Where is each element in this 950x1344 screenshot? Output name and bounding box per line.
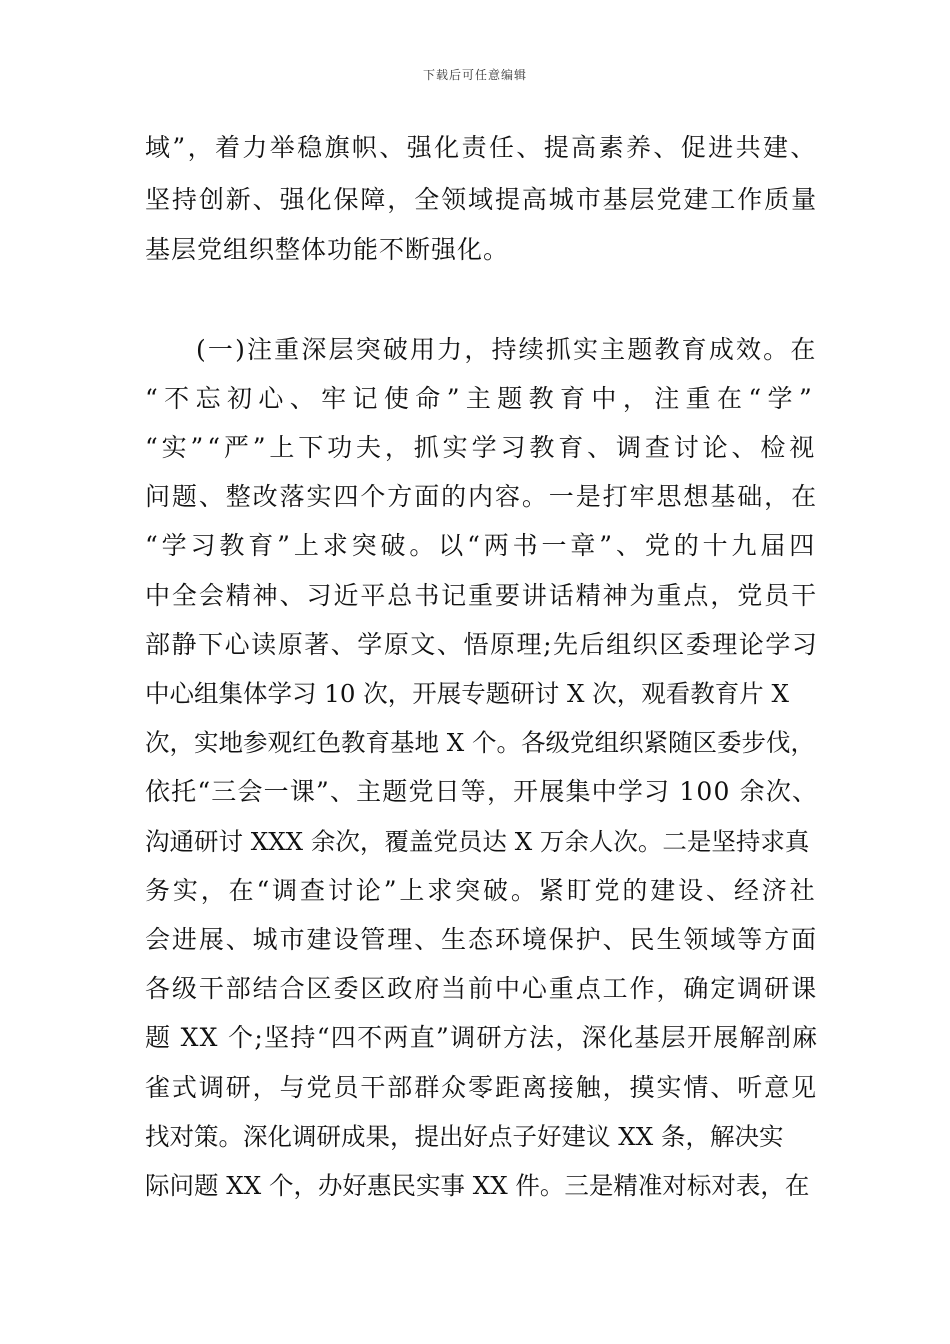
text-line: “学习教育”上求突破。以“两书一章”、党的十九届四 xyxy=(145,531,819,560)
text-line: 题 XX 个;坚持“四不两直”调研方法，深化基层开展解剖麻 xyxy=(145,1023,819,1052)
text-line: 雀式调研，与党员干部群众零距离接触，摸实情、听意见 xyxy=(145,1073,819,1102)
text-line: 会进展、城市建设管理、生态环境保护、民生领域等方面 xyxy=(145,925,819,954)
text-line: 沟通研讨 XXX 余次，覆盖党员达 X 万余人次。二是坚持求真 xyxy=(145,827,810,856)
text-line: (一)注重深层突破用力，持续抓实主题教育成效。在 xyxy=(196,335,818,364)
text-line: 基层党组织整体功能不断强化。 xyxy=(145,235,510,264)
text-line: 各级干部结合区委区政府当前中心重点工作，确定调研课 xyxy=(145,974,819,1003)
text-line: 找对策。深化调研成果，提出好点子好建议 XX 条，解决实 xyxy=(145,1122,784,1151)
text-line: 务实，在“调查讨论”上求突破。紧盯党的建设、经济社 xyxy=(145,876,818,905)
text-line: 际问题 XX 个，办好惠民实事 XX 件。三是精准对标对表，在 xyxy=(145,1171,810,1200)
text-line: 部静下心读原著、学原文、悟原理;先后组织区委理论学习 xyxy=(145,630,819,659)
text-line: 坚持创新、强化保障，全领域提高城市基层党建工作质量 xyxy=(145,185,819,214)
text-line: 中心组集体学习 10 次，开展专题研讨 X 次，观看教育片 X xyxy=(145,679,789,708)
text-line: 问题、整改落实四个方面的内容。一是打牢思想基础，在 xyxy=(145,482,819,511)
text-line: 域”，着力举稳旗帜、强化责任、提高素养、促进共建、 xyxy=(145,133,818,162)
text-line: “不忘初心、牢记使命”主题教育中，注重在“学” xyxy=(145,384,819,413)
text-line: 中全会精神、习近平总书记重要讲话精神为重点，党员干 xyxy=(145,581,819,610)
page-header: 下载后可任意编辑 xyxy=(422,68,527,82)
text-line: “实”“严”上下功夫，抓实学习教育、调查讨论、检视 xyxy=(145,433,819,462)
text-line: 依托“三会一课”、主题党日等，开展集中学习 100 余次、 xyxy=(145,777,819,806)
text-line: 次，实地参观红色教育基地 X 个。各级党组织紧随区委步伐， xyxy=(145,728,816,757)
